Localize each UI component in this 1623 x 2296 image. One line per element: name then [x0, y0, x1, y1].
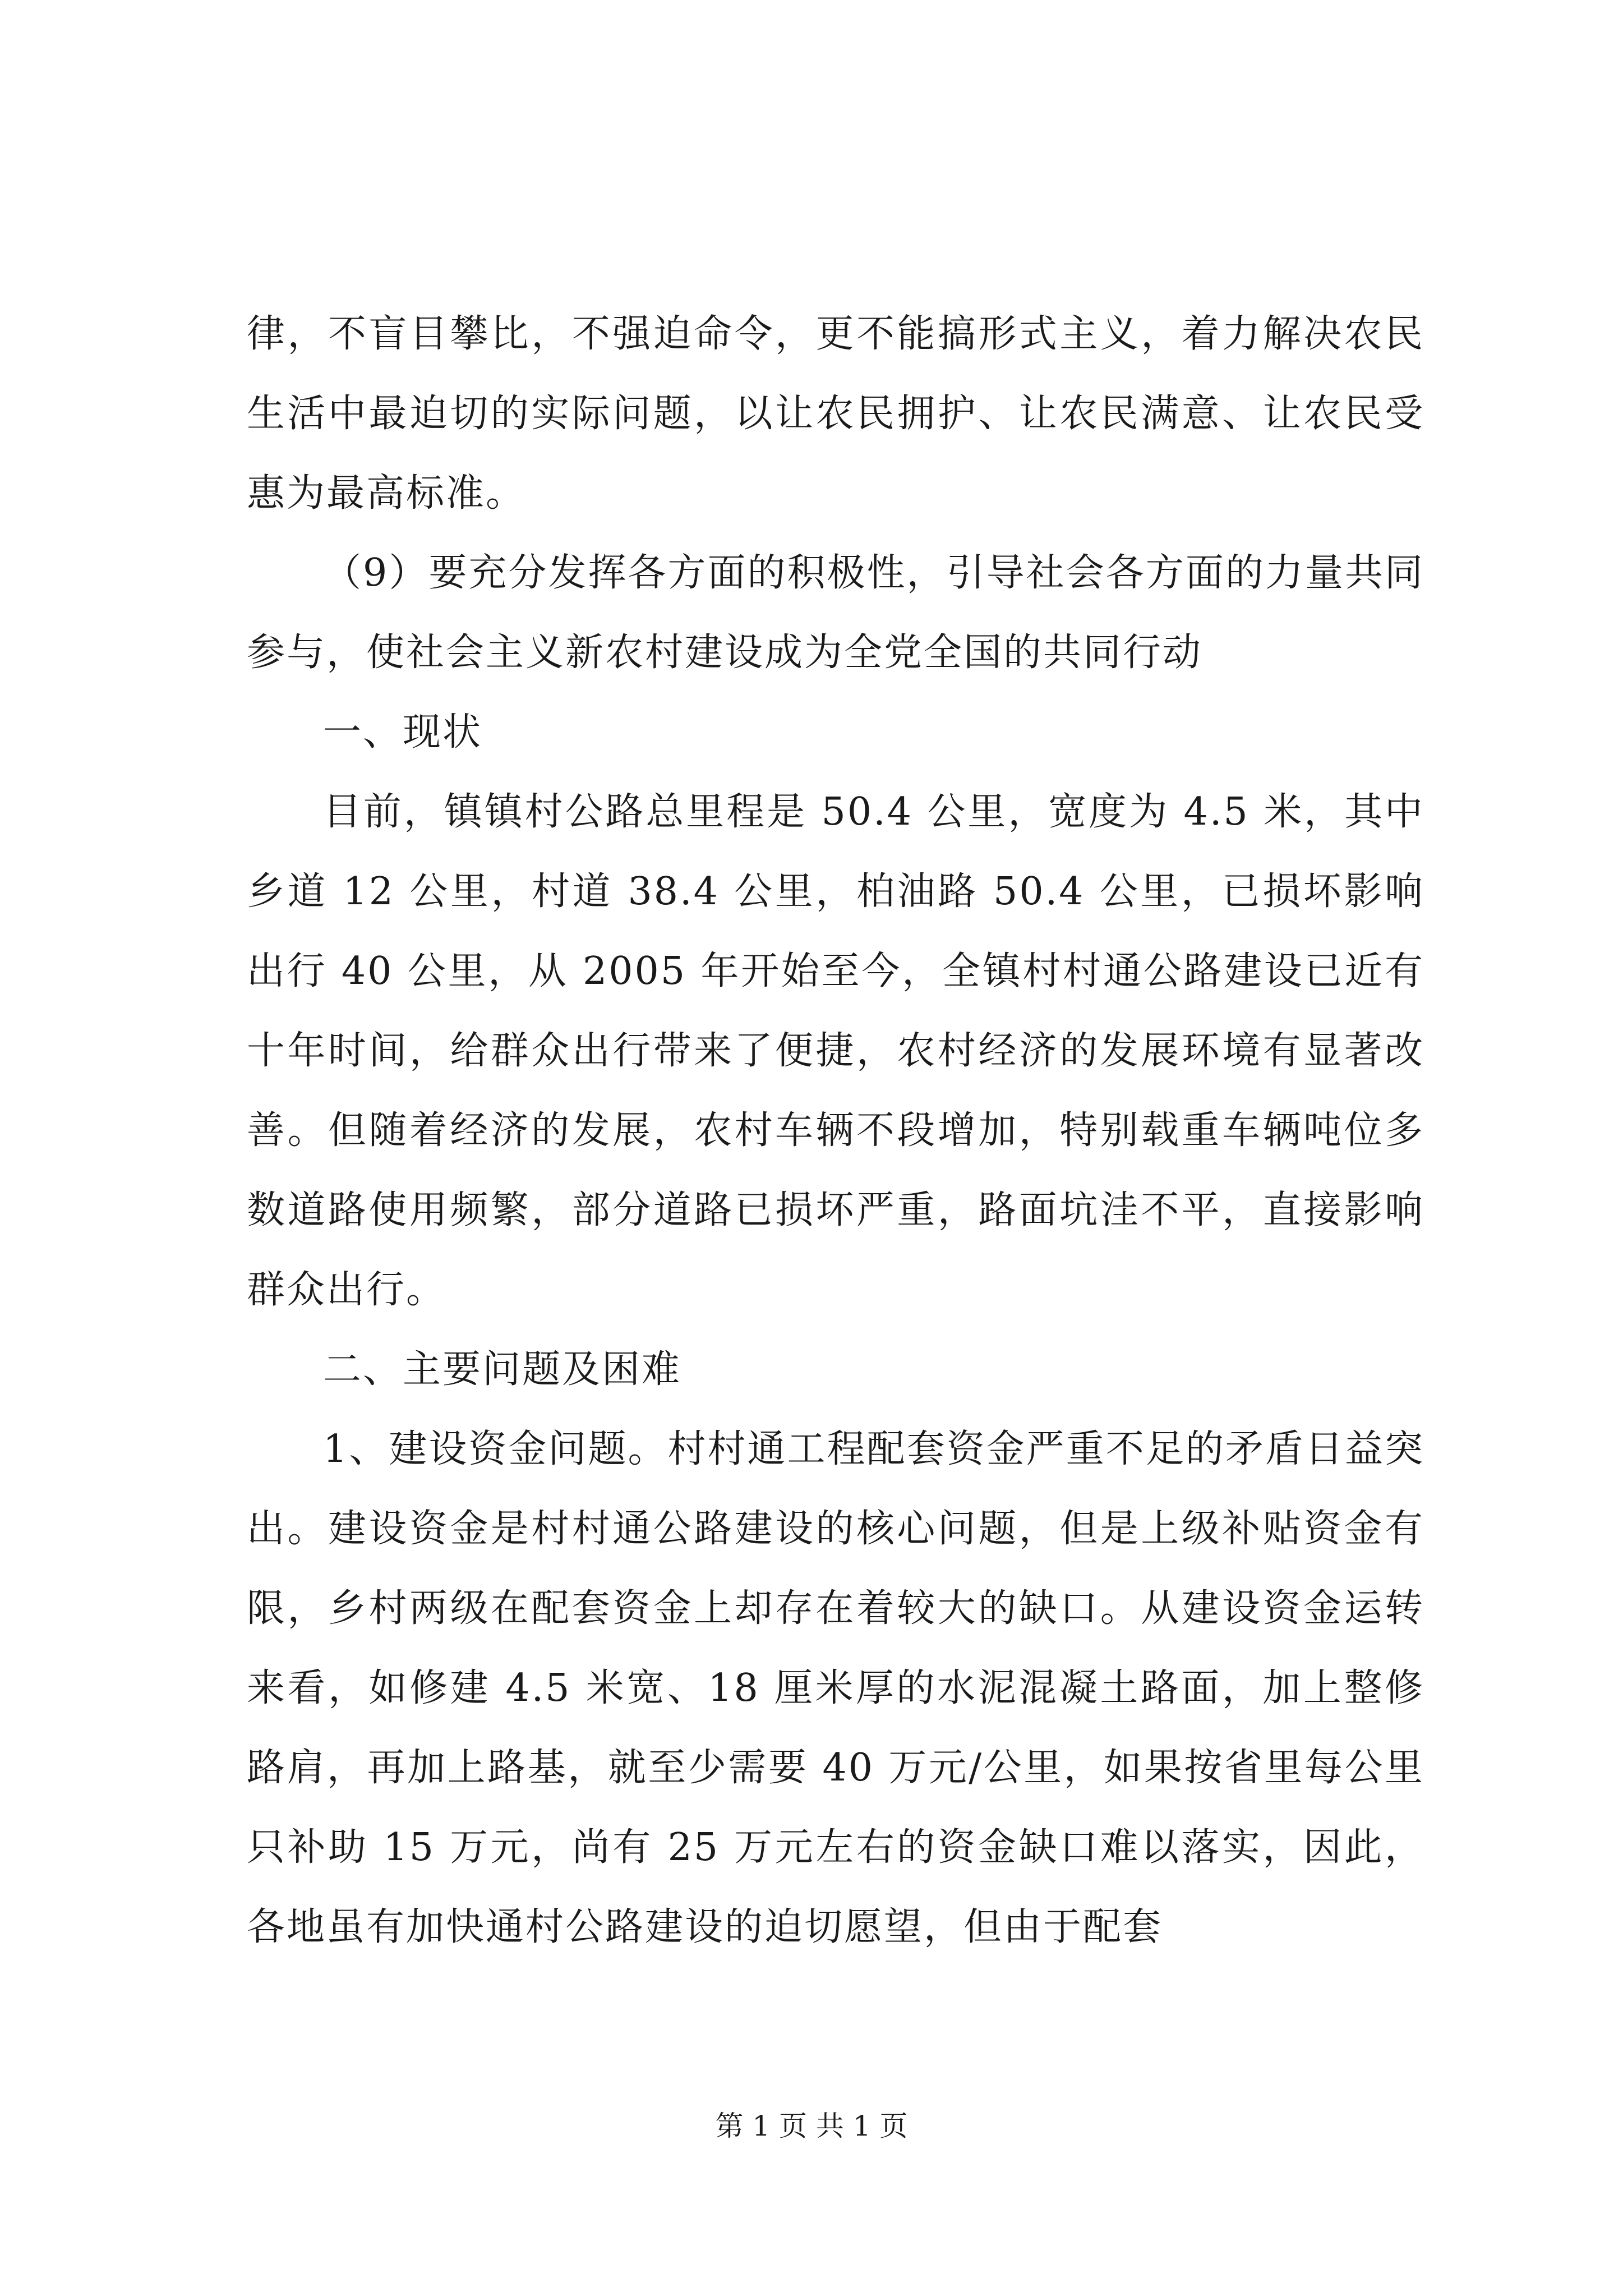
- paragraph-item-9: （9）要充分发挥各方面的积极性，引导社会各方面的力量共同参与，使社会主义新农村建设成为全党全国的共同行动: [247, 551, 1424, 675]
- page-footer: 第 1 页 共 1 页: [715, 2110, 908, 2142]
- section-heading-status: 一、现状: [323, 710, 483, 754]
- document-body: [247, 295, 1424, 1967]
- paragraph-status: 目前，镇镇村公路总里程是 50.4 公里，宽度为 4.5 米，其中乡道 12 公里，村道 38.4 公里，柏油路 50.4 公里，已损坏影响出行 40 公里，从 2005 年开始至今，全镇村村通公路建设已近有十年时间，给群众出行带来了便捷，农村经济的发展环境有显著改善。但随着经济的发展，农村车辆不段增加，特别载重车辆吨位多数道路使用频繁，部分道路已损坏严重，路面坑洼不平，直接影响群众出行。: [247, 790, 1424, 1312]
- paragraph-funding-problem: 1、建设资金问题。村村通工程配套资金严重不足的矛盾日益突出。建设资金是村村通公路建设的核心问题，但是上级补贴资金有限，乡村两级在配套资金上却存在着较大的缺口。从建设资金运转来看，如修建 4.5 米宽、18 厘米厚的水泥混凝土路面，加上整修路肩，再加上路基，就至少需要 40 万元/公里，如果按省里每公里只补助 15 万元，尚有 25 万元左右的资金缺口难以落实，因此，各地虽有加快通村公路建设的迫切愿望，但由于配套: [247, 1427, 1424, 1949]
- section-heading-problems: 二、主要问题及困难: [323, 1347, 682, 1392]
- paragraph-continuation: 律，不盲目攀比，不强迫命令，更不能搞形式主义，着力解决农民生活中最迫切的实际问题，以让农民拥护、让农民满意、让农民受惠为最高标准。: [247, 312, 1424, 516]
